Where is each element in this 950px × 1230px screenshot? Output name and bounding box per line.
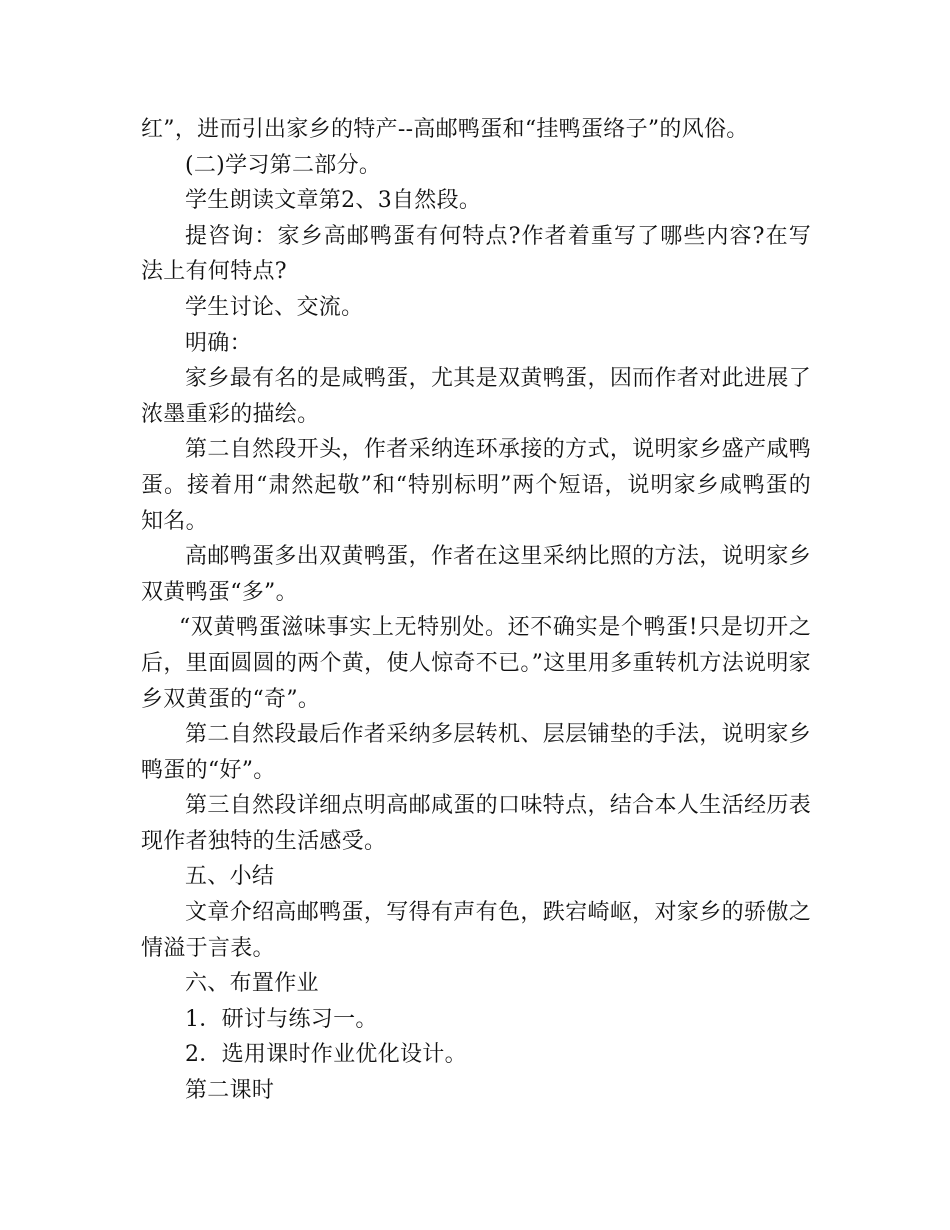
paragraph: 学生朗读文章第2、3自然段。 <box>185 188 482 214</box>
paragraph: 红”，进而引出家乡的特产--高邮鸭蛋和“挂鸭蛋络子”的风俗。 <box>141 117 749 142</box>
paragraph: 学生讨论、交流。 <box>185 294 364 320</box>
paragraph: 第二自然段开头，作者采纳连环承接的方式，说明家乡盛产咸鸭蛋。接着用“肃然起敬”和“特别标明”两个短语，说明家乡咸鸭蛋的知名。 <box>141 437 811 534</box>
paragraph: “双黄鸭蛋滋味事实上无特别处。还不确实是个鸭蛋!只是切开之后，里面圆圆的两个黄，使人惊奇不已。”这里用多重转机方法说明家乡双黄蛋的“奇”。 <box>141 615 811 712</box>
paragraph: 高邮鸭蛋多出双黄鸭蛋，作者在这里采纳比照的方法，说明家乡双黄鸭蛋“多”。 <box>141 544 811 605</box>
section-heading: 第二课时 <box>185 1078 275 1104</box>
document-body <box>141 112 811 1109</box>
section-heading: 五、小结 <box>185 864 275 890</box>
paragraph: 家乡最有名的是咸鸭蛋，尤其是双黄鸭蛋，因而作者对此进展了浓墨重彩的描绘。 <box>141 366 811 427</box>
list-item: 2．选用课时作业优化设计。 <box>185 1042 467 1068</box>
section-heading: (二)学习第二部分。 <box>185 152 382 178</box>
paragraph: 提咨询：家乡高邮鸭蛋有何特点?作者着重写了哪些内容?在写法上有何特点? <box>141 223 811 285</box>
paragraph: 第三自然段详细点明高邮咸蛋的口味特点，结合本人生活经历表现作者独特的生活感受。 <box>141 793 811 854</box>
paragraph: 明确： <box>185 330 252 356</box>
section-heading: 六、布置作业 <box>185 971 319 997</box>
paragraph: 文章介绍高邮鸭蛋，写得有声有色，跌宕崎岖，对家乡的骄傲之情溢于言表。 <box>141 900 811 961</box>
paragraph: 第二自然段最后作者采纳多层转机、层层铺垫的手法，说明家乡鸭蛋的“好”。 <box>141 722 811 783</box>
list-item: 1．研讨与练习一。 <box>185 1006 378 1032</box>
